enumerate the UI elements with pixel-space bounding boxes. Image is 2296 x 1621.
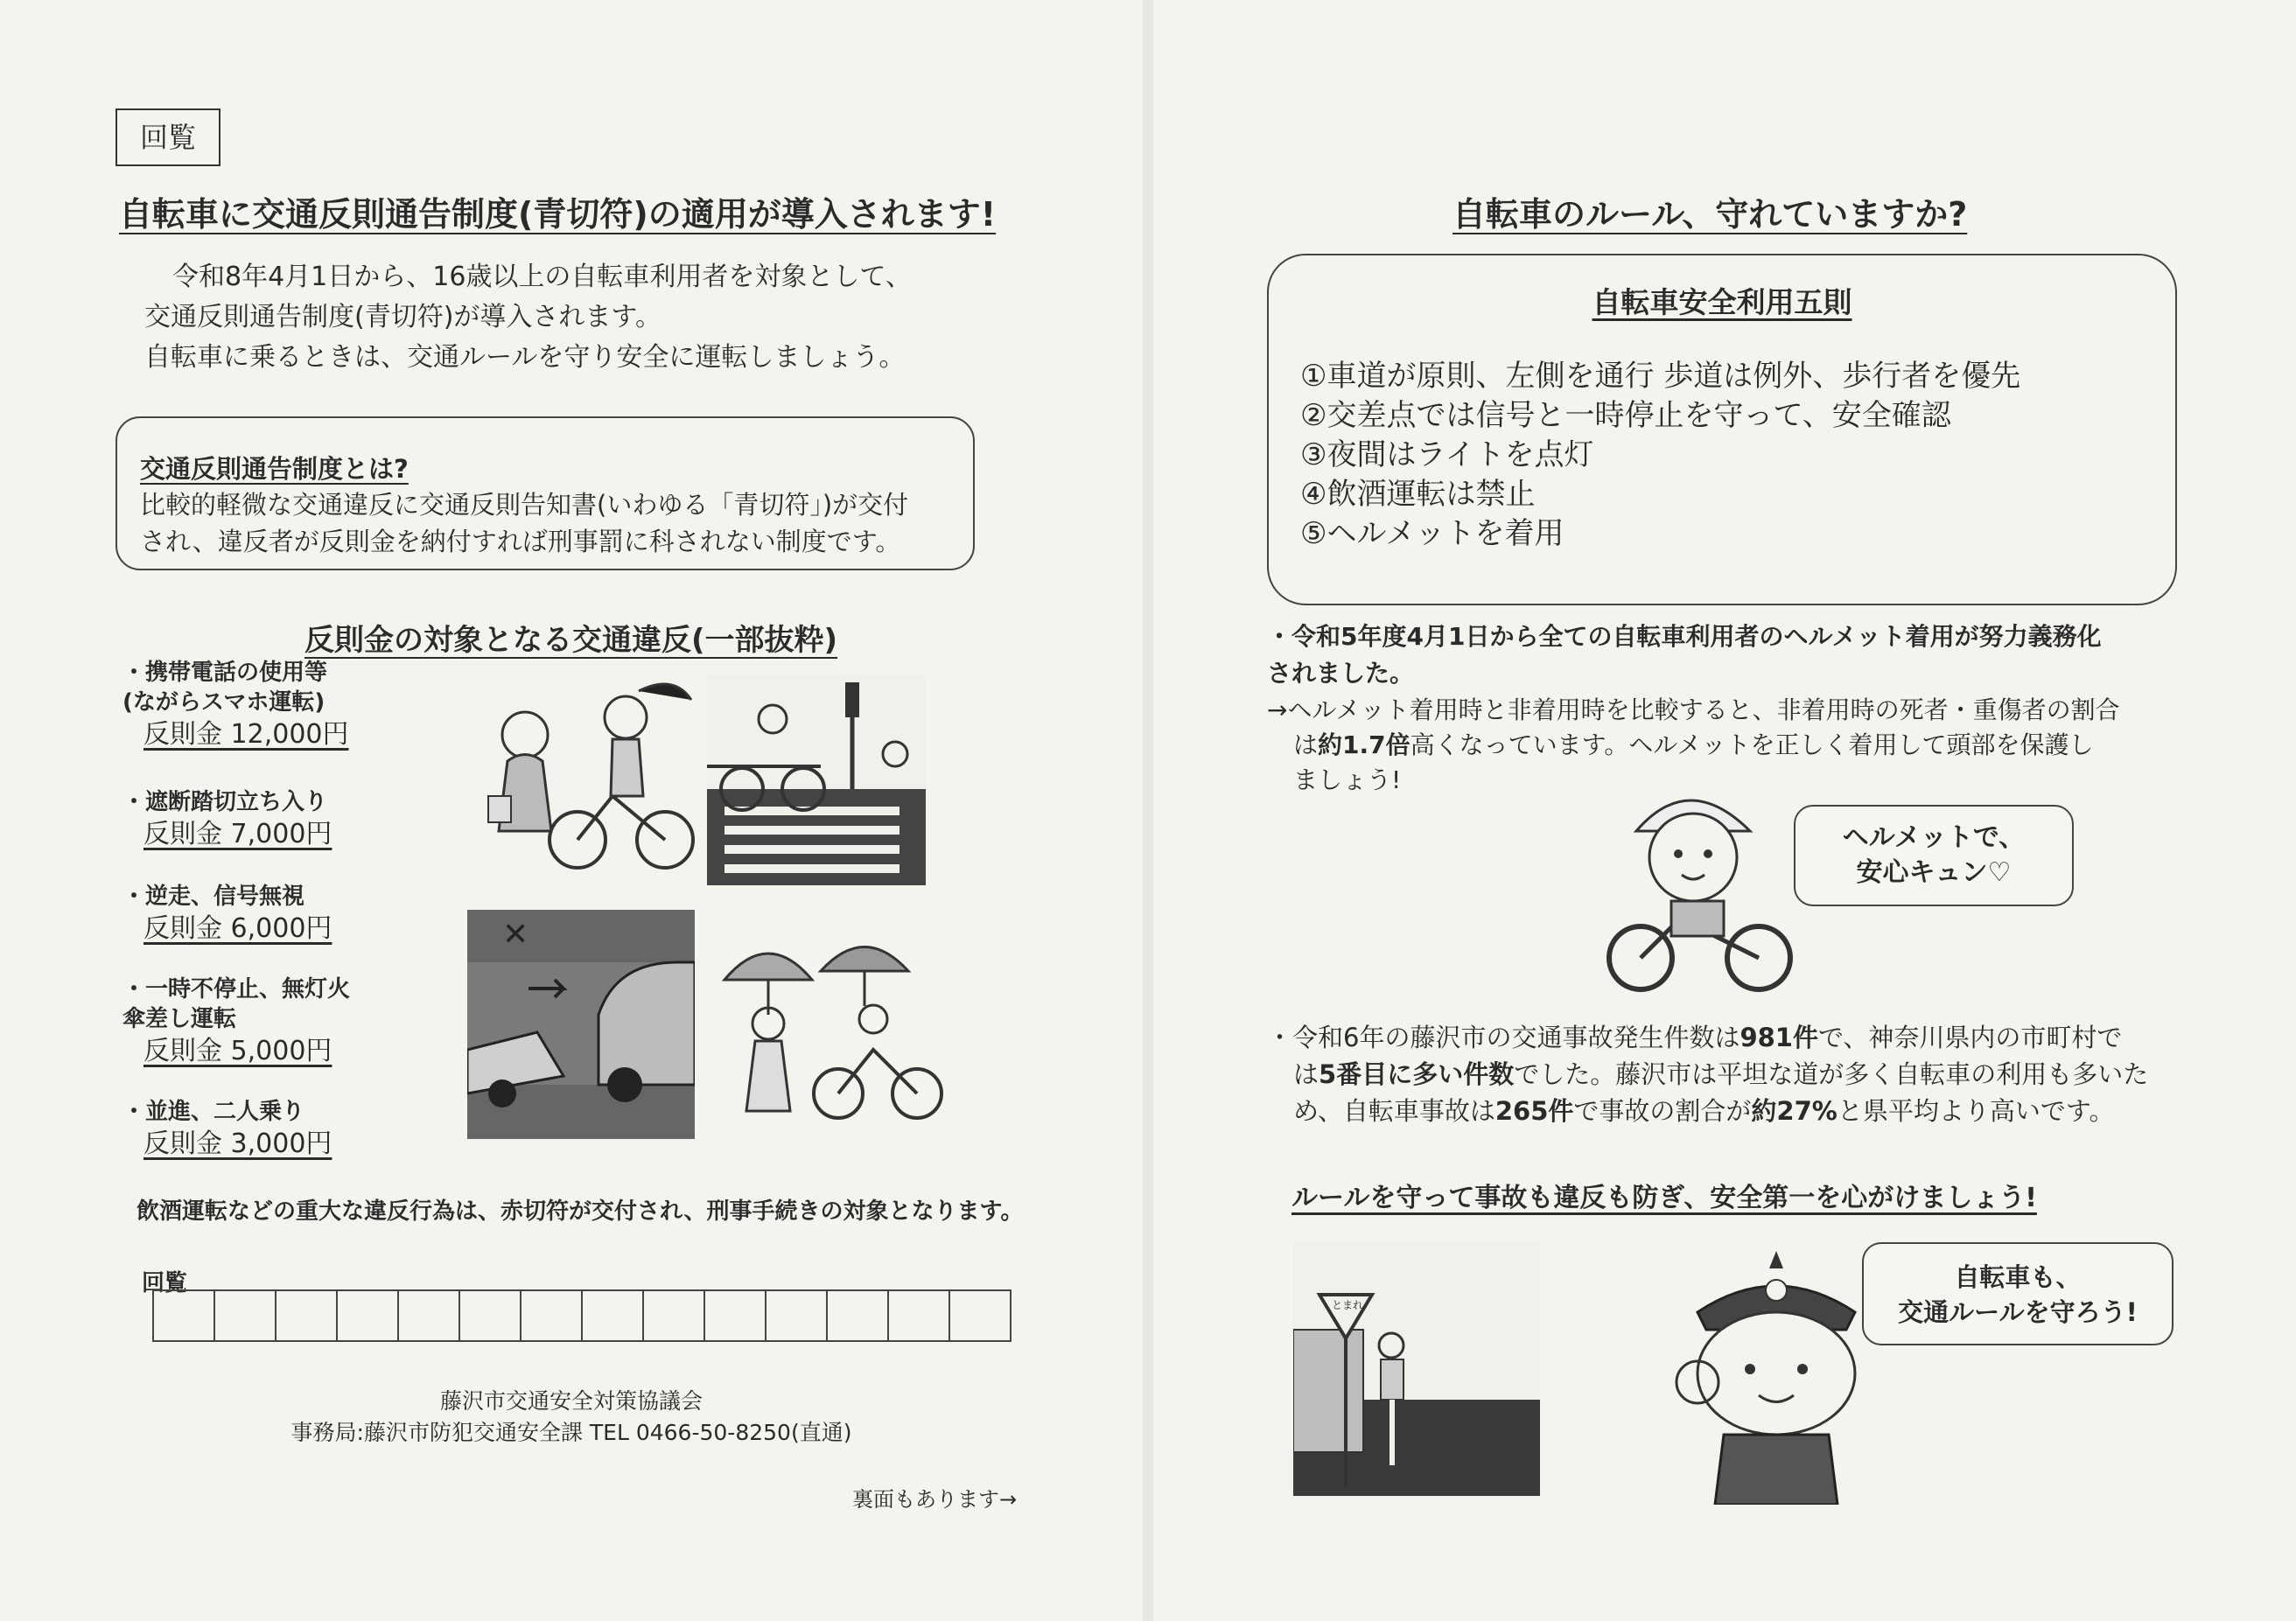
helmet-paragraph-line: ・令和5年度4月1日から全ての自転車利用者のヘルメット着用が努力義務化 [1267, 622, 2102, 651]
definition-body [140, 486, 962, 560]
office-contact: 事務局:藤沢市防犯交通安全課 TEL 0466-50-8250(直通) [290, 1420, 852, 1445]
helmet-paragraph-line: されました。 [1267, 659, 1415, 688]
umbrella-cycling-illustration [716, 927, 943, 1128]
definition-box [116, 416, 975, 570]
main-title: 自転車に交通反則通告制度(青切符)の適用が導入されます! [119, 195, 997, 234]
stamp-cell[interactable] [889, 1291, 950, 1340]
violations-title: 反則金の対象となる交通違反(一部抜粋) [304, 623, 838, 658]
definition-heading: 交通反則通告制度とは? [140, 454, 409, 484]
violation-sub: (ながらスマホ運転) [122, 689, 326, 716]
text-part: でした。藤沢市は平坦な道が多く自転車の利用も多いた [1514, 1059, 2149, 1089]
violation-name: ・並進、二人乗り [122, 1099, 305, 1125]
helmet-paragraph-line: ましょう! [1293, 765, 1402, 794]
back-side-note: 裏面もあります→ [852, 1487, 1018, 1512]
definition-line: 比較的軽微な交通違反に交通反則告知書(いわゆる「青切符」)が交付 [140, 490, 909, 520]
organization-name: 藤沢市交通安全対策協議会 [439, 1388, 703, 1414]
helmet-speech-bubble [1794, 805, 2074, 906]
violation-name: ・一時不停止、無灯火 [122, 976, 351, 1003]
phone-cycling-illustration [472, 665, 700, 875]
stop-sign-intersection-illustration [1293, 1242, 1540, 1496]
intro-text [144, 257, 912, 378]
intro-line: 交通反則通告制度(青切符)が導入されます。 [144, 302, 662, 332]
bubble-line: ヘルメットで、 [1842, 822, 2026, 853]
safety-rule: ⑤ヘルメットを着用 [1300, 516, 1564, 551]
bicycle-accident-count: 265件 [1494, 1096, 1574, 1126]
helmet-mascot-cyclist-illustration [1601, 779, 1794, 997]
text-part: ・令和6年の藤沢市の交通事故発生件数は [1267, 1023, 1740, 1052]
violation-fine: 反則金 7,000円 [144, 819, 332, 849]
circulation-stamp-label: 回覧 [116, 108, 220, 166]
stop-sign-text: とまれ [1332, 1299, 1364, 1311]
stamp-cell[interactable] [399, 1291, 460, 1340]
violation-item [122, 882, 332, 947]
violation-name: ・遮断踏切立ち入り [122, 789, 328, 815]
right-title: 自転車のルール、守れていますか? [1452, 195, 1968, 234]
bicycle-accident-ratio: 約27% [1751, 1096, 1838, 1126]
wrong-way-illustration [467, 910, 695, 1139]
text-part: 高くなっています。ヘルメットを正しく着用して頭部を保護し [1410, 730, 2094, 759]
bubble-line: 交通ルールを守ろう! [1898, 1297, 2138, 1327]
serious-violation-note: 飲酒運転などの重大な違反行為は、赤切符が交付され、刑事手続きの対象となります。 [136, 1198, 1024, 1225]
text-part: で事故の割合が [1573, 1096, 1752, 1126]
stamp-cell[interactable] [522, 1291, 583, 1340]
intro-line: 令和8年4月1日から、16歳以上の自転車利用者を対象として、 [172, 262, 912, 292]
accident-stats-line [1293, 1093, 2115, 1128]
safety-rules-heading: 自転車安全利用五則 [1592, 285, 1852, 319]
page-fold [1143, 0, 1153, 1621]
violation-item [122, 1097, 332, 1162]
stamp-cell[interactable] [950, 1291, 1010, 1340]
stamp-cell[interactable] [766, 1291, 828, 1340]
violation-fine: 反則金 3,000円 [144, 1128, 332, 1159]
bubble-line: 安心キュン♡ [1856, 857, 2012, 888]
violation-item [122, 975, 350, 1069]
text-part: は [1293, 730, 1319, 759]
stamp-cell[interactable] [828, 1291, 889, 1340]
accident-rank: 5番目に多い件数 [1319, 1059, 1515, 1089]
stamp-cell[interactable] [583, 1291, 644, 1340]
definition-line: され、違反者が反則金を納付すれば刑事罰に科されない制度です。 [140, 527, 901, 556]
text-part: は [1293, 1059, 1320, 1089]
bubble-line: 自転車も、 [1954, 1262, 2082, 1292]
stamp-cell[interactable] [215, 1291, 276, 1340]
traffic-rules-speech-bubble [1862, 1242, 2174, 1345]
violation-fine: 反則金 6,000円 [144, 913, 332, 944]
helmet-paragraph-line [1293, 728, 2094, 763]
closing-message: ルールを守って事故も違反も防ぎ、安全第一を心がけましょう! [1292, 1183, 2037, 1213]
safety-rule: ③夜間はライトを点灯 [1300, 437, 1594, 472]
accident-stats-line [1293, 1057, 2148, 1092]
stamp-cell[interactable] [154, 1291, 215, 1340]
safety-rules-box [1267, 254, 2177, 605]
violation-sub: 傘差し運転 [122, 1006, 237, 1032]
text-part: で、神奈川県内の市町村で [1818, 1023, 2123, 1052]
violation-fine: 反則金 12,000円 [144, 719, 349, 750]
stamp-cell[interactable] [705, 1291, 766, 1340]
safety-rule: ④飲酒運転は禁止 [1300, 477, 1536, 512]
stamp-cell[interactable] [460, 1291, 522, 1340]
violation-fine: 反則金 5,000円 [144, 1036, 332, 1066]
helmet-ratio: 約1.7倍 [1318, 730, 1410, 759]
accident-stats-line [1267, 1020, 2122, 1055]
violation-item [122, 787, 332, 852]
circulation-label: 回覧 [142, 1270, 188, 1296]
accident-count: 981件 [1740, 1023, 1818, 1052]
safety-rule: ①車道が原則、左側を通行 歩道は例外、歩行者を優先 [1300, 359, 2021, 394]
violation-item [122, 658, 349, 752]
safety-rule: ②交差点では信号と一時停止を守って、安全確認 [1300, 398, 1951, 433]
railroad-crossing-illustration [707, 675, 926, 885]
violation-name: ・逆走、信号無視 [122, 884, 305, 910]
stamp-cell[interactable] [338, 1291, 399, 1340]
svg-text:✕: ✕ [502, 917, 529, 953]
stamp-cell[interactable] [276, 1291, 338, 1340]
intro-line: 自転車に乗るときは、交通ルールを守り安全に運転しましょう。 [144, 342, 906, 373]
stamp-cell[interactable] [644, 1291, 705, 1340]
violation-name: ・携帯電話の使用等 [122, 660, 328, 686]
text-part: と県平均より高いです。 [1837, 1096, 2115, 1126]
safety-rules-list [1300, 357, 2020, 554]
helmet-paragraph-line: →ヘルメット着用時と非着用時を比較すると、非着用時の死者・重傷者の割合 [1267, 695, 2120, 724]
circulation-stamp-grid[interactable] [152, 1289, 1012, 1342]
text-part: め、自転車事故は [1293, 1096, 1495, 1126]
